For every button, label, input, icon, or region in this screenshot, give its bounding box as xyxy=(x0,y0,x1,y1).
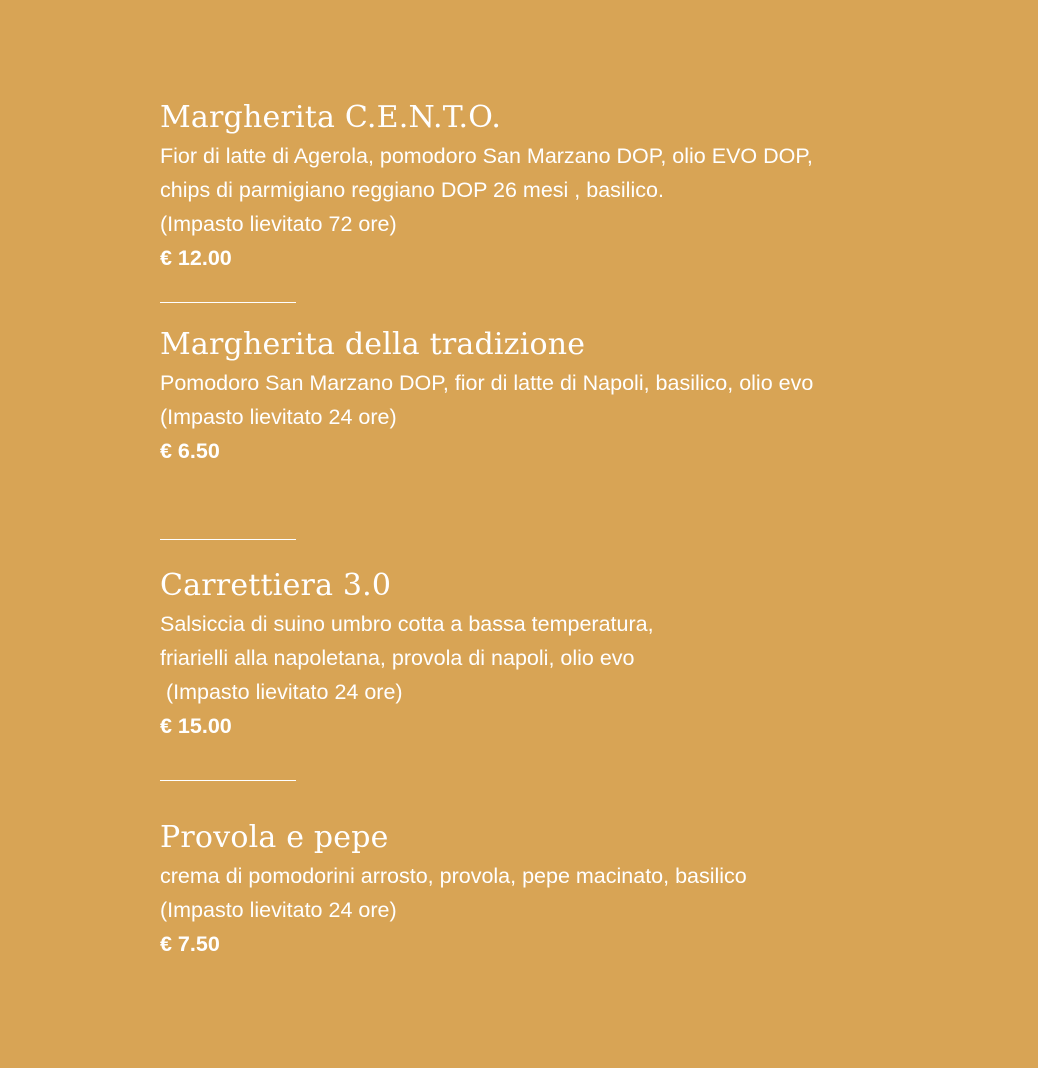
item-description-line: (Impasto lievitato 24 ore) xyxy=(160,405,397,429)
item-divider xyxy=(160,539,296,540)
item-title: Carrettiera 3.0 xyxy=(160,568,392,603)
item-title: Margherita della tradizione xyxy=(160,327,586,362)
item-description-line: (Impasto lievitato 72 ore) xyxy=(160,212,397,236)
menu-item-carrettiera xyxy=(160,569,980,743)
item-description-line: friarielli alla napoletana, provola di napoli, olio evo xyxy=(160,646,635,670)
item-price: € 12.00 xyxy=(160,246,232,270)
item-price: € 7.50 xyxy=(160,932,220,956)
item-description-line: (Impasto lievitato 24 ore) xyxy=(160,898,397,922)
item-description-line: Pomodoro San Marzano DOP, fior di latte di Napoli, basilico, olio evo xyxy=(160,371,814,395)
item-divider xyxy=(160,302,296,303)
item-description-line: crema di pomodorini arrosto, provola, pepe macinato, basilico xyxy=(160,864,747,888)
item-description-line: chips di parmigiano reggiano DOP 26 mesi , basilico. xyxy=(160,178,664,202)
item-description-line: Salsiccia di suino umbro cotta a bassa temperatura, xyxy=(160,612,654,636)
item-description-line: (Impasto lievitato 24 ore) xyxy=(160,680,403,704)
item-title: Margherita C.E.N.T.O. xyxy=(160,100,502,135)
item-price: € 15.00 xyxy=(160,714,232,738)
item-title: Provola e pepe xyxy=(160,820,389,855)
menu-item-provola-pepe xyxy=(160,821,980,961)
item-price: € 6.50 xyxy=(160,439,220,463)
menu-item-margherita-tradizione xyxy=(160,328,980,468)
menu-item-margherita-cento xyxy=(160,101,980,275)
item-description-line: Fior di latte di Agerola, pomodoro San Marzano DOP, olio EVO DOP, xyxy=(160,144,813,168)
item-divider xyxy=(160,780,296,781)
